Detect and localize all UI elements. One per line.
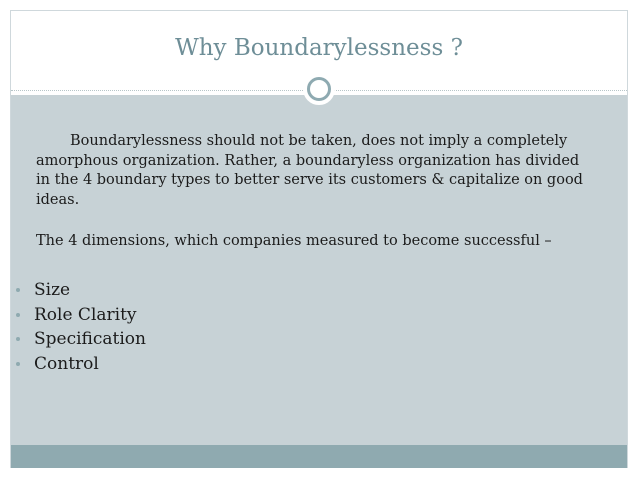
dimensions-list <box>14 278 146 376</box>
list-item <box>14 278 146 303</box>
list-item-label: Role Clarity <box>34 304 137 325</box>
circle-ring <box>307 77 331 101</box>
body-paragraph-text: Boundarylessness should not be taken, does not imply a completely amorphous organization. Rather, a boundaryless organization has divided in the 4 boundary types to better serve its customers & capitalize on good ideas. <box>36 133 583 208</box>
list-item <box>14 352 146 377</box>
bottom-bar <box>11 445 627 468</box>
bullet-icon <box>16 313 20 317</box>
bullet-icon <box>16 288 20 292</box>
body-paragraph <box>36 132 596 210</box>
list-item-label: Specification <box>34 329 146 350</box>
list-item <box>14 303 146 328</box>
list-item <box>14 327 146 352</box>
bullet-icon <box>16 337 20 341</box>
slide-title: Why Boundarylessness ? <box>175 35 463 61</box>
dimensions-intro: The 4 dimensions, which companies measured to become successful – <box>36 233 552 249</box>
bullet-icon <box>16 362 20 366</box>
circle-ornament-icon <box>303 73 335 105</box>
list-item-label: Size <box>34 280 71 301</box>
list-item-label: Control <box>34 353 99 374</box>
